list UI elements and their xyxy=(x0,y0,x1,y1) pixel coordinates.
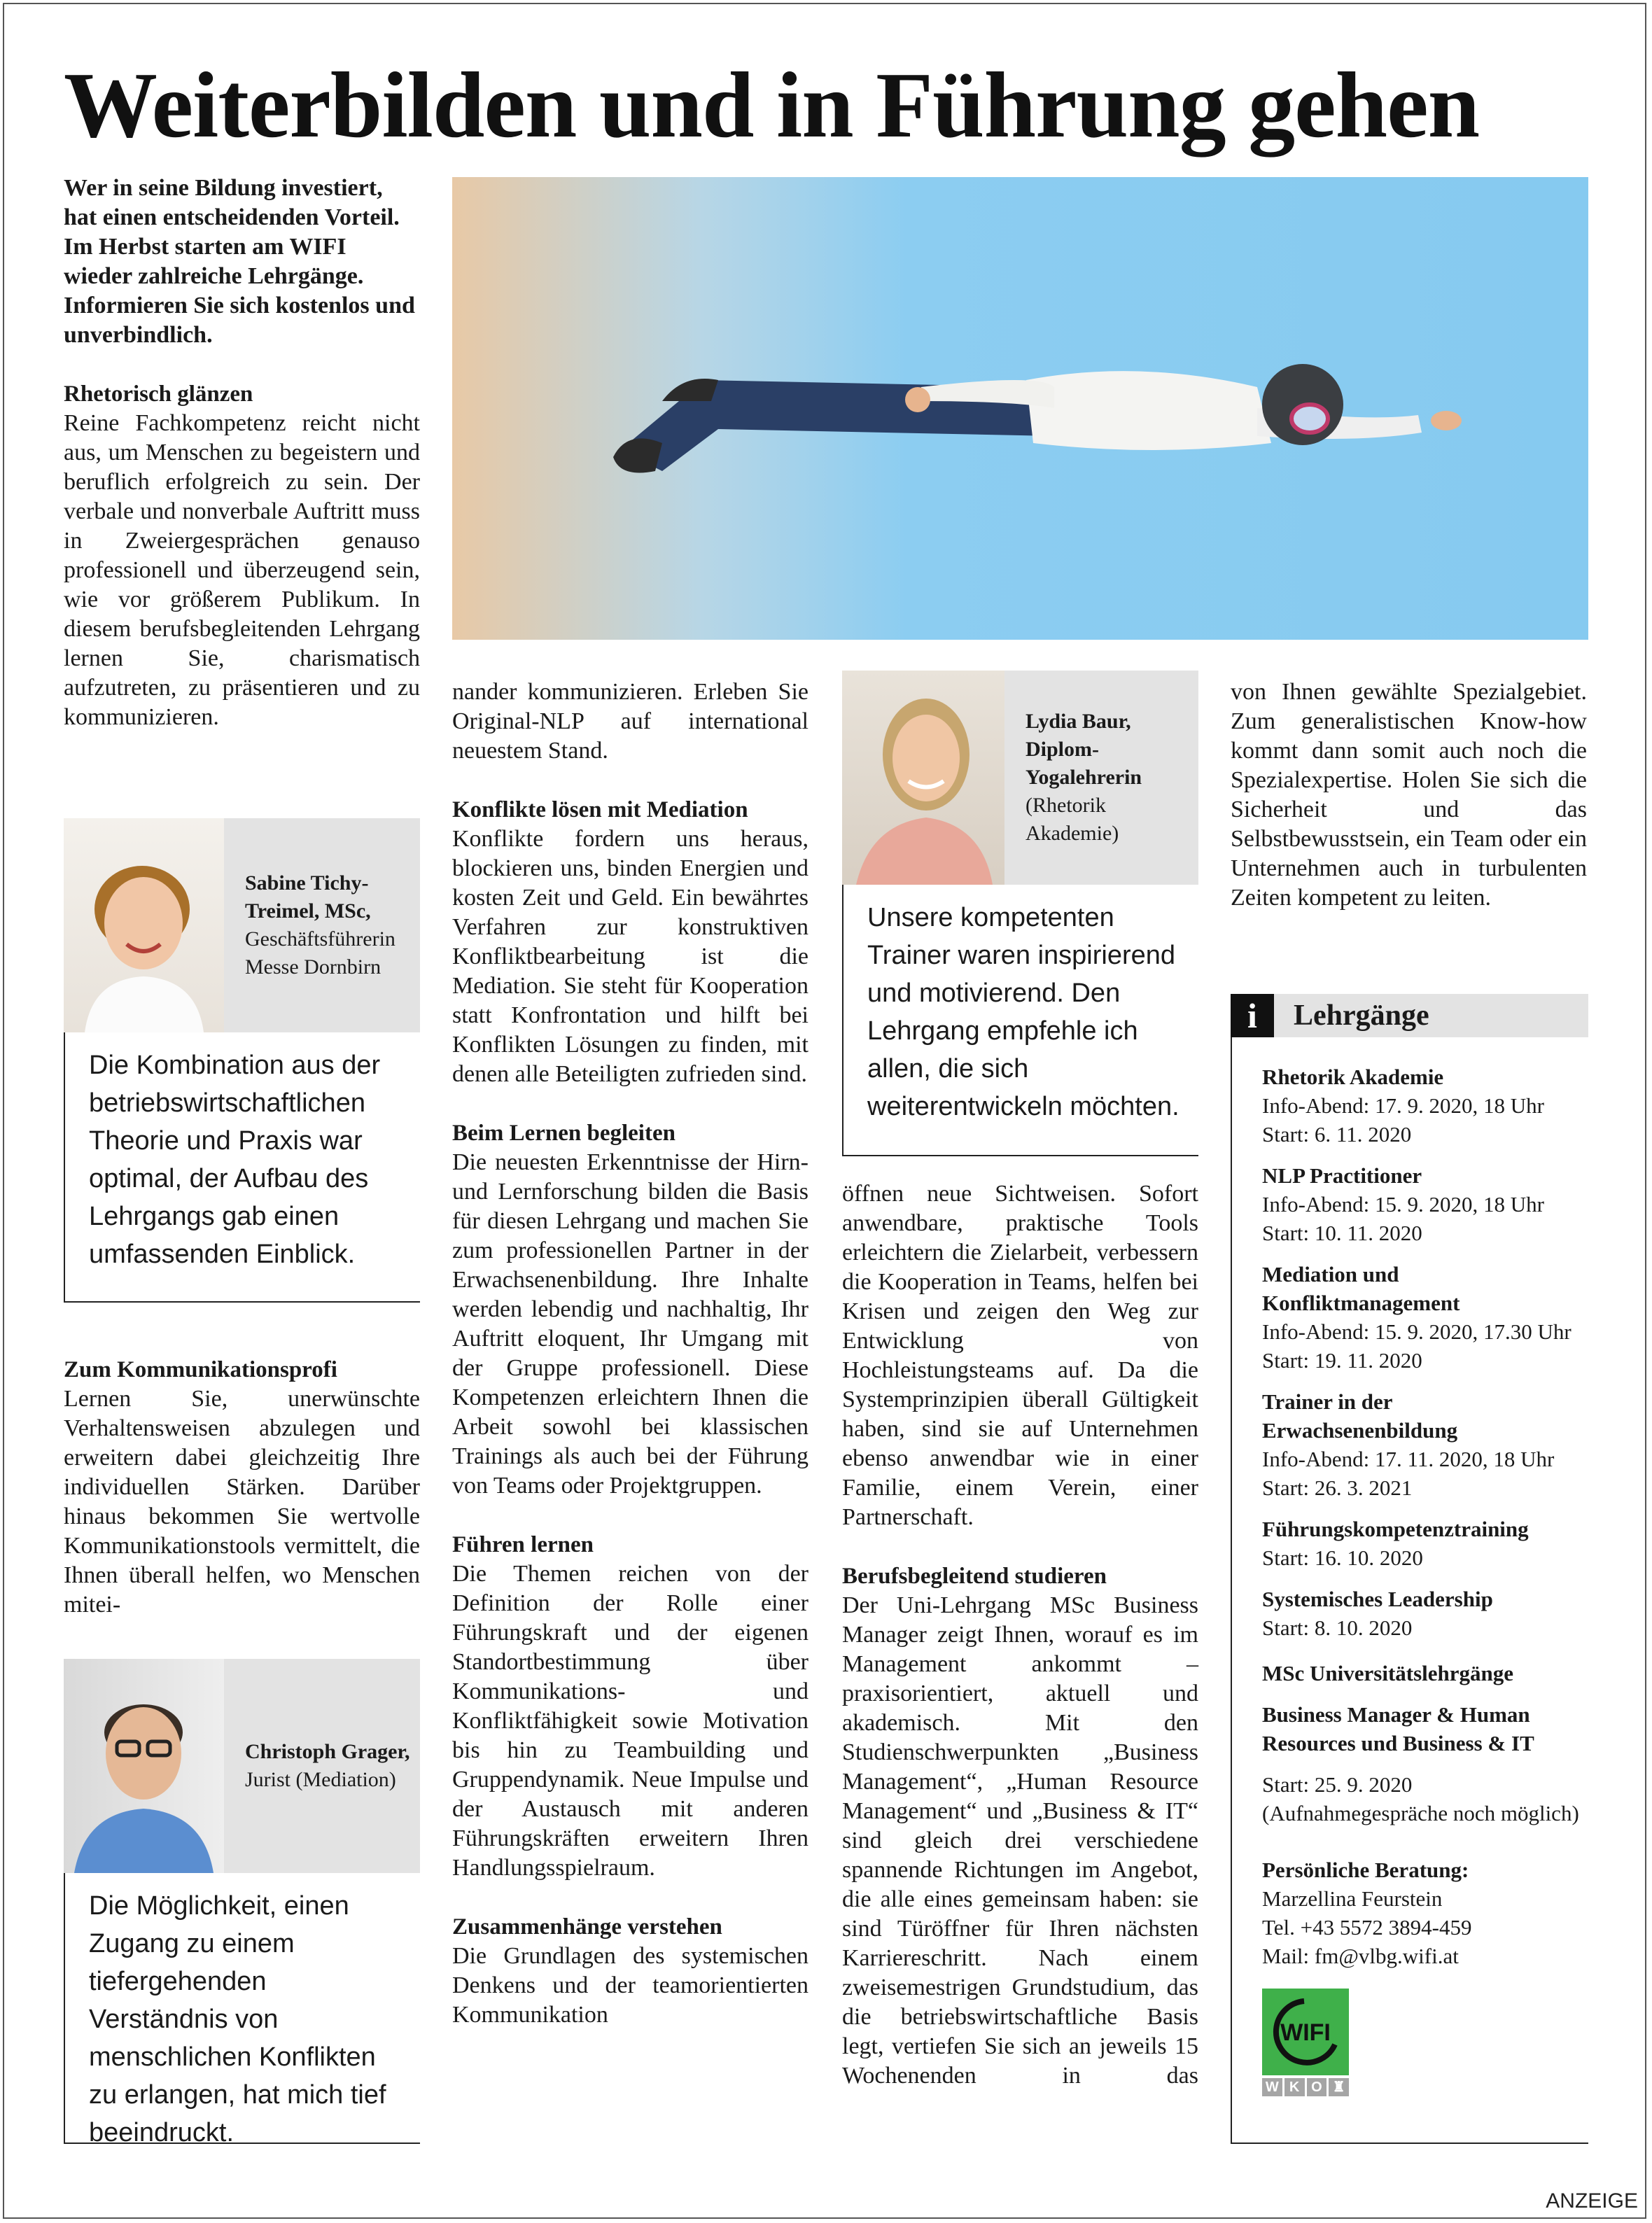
info-icon: i xyxy=(1231,994,1274,1037)
section-heading: Führen lernen xyxy=(452,1532,594,1557)
portrait-photo xyxy=(842,671,1004,885)
caption-box xyxy=(1004,671,1198,885)
course-date: Info-Abend: 15. 9. 2020, 17.30 Uhr xyxy=(1262,1319,1572,1344)
column-1 xyxy=(64,174,420,732)
testimonial-quote: Die Möglichkeit, einen Zugang zu einem tiefergehenden Verständnis von menschlichen Konflikten zu erlangen, hat mich tief beeindruckt. xyxy=(64,1873,420,2144)
portrait-photo xyxy=(64,1659,224,1873)
course-date: Start: 10. 11. 2020 xyxy=(1262,1221,1422,1245)
course-item xyxy=(1262,1515,1588,1572)
section-text: Der Uni-Lehrgang MSc Business Manager zeigt Ihnen, worauf es im Management ankommt – praxisorientiert, aktuell und akademisch. Mit den Studienschwerpunkten „Business Management“, „Human Resource Management“ und „Business & IT“ sind gleich drei verschiedene spannende Richtungen im Angebot, die alle eines gemeinsam haben: sie sind Türöffner für Ihren nächsten Karriereschritt. Nach einem zweisemestrigen Grundstudium, das die betriebswirtschaftliche Basis legt, vertiefen Sie sich an jeweils 15 Wochenenden in das xyxy=(842,1592,1198,2089)
course-title: Mediation und Konfliktmanagement xyxy=(1262,1262,1460,1315)
testimonial-quote: Unsere kompetenten Trainer waren inspirierend und motivierend. Den Lehrgang empfehle ich allen, die sich weiterentwickeln möchten. xyxy=(842,885,1198,1156)
page-title: Weiterbilden und in Führung gehen xyxy=(64,53,1480,157)
section-heading: Beim Lernen begleiten xyxy=(452,1121,676,1146)
msc-start: Start: 25. 9. 2020 (Aufnahmegespräche noch möglich) xyxy=(1262,1772,1579,1825)
hero-image-flying-man xyxy=(452,177,1588,640)
section-text: Die Themen reichen von der Definition der Rolle einer Führungskraft und der eigenen Standortbestimmung über Kommunikations- und Konfliktfähigkeit sowie Motivation bis hin zu Teambuilding und Gruppendynamik. Neue Impulse und der Austausch mit anderen Führungskräften erweitern Ihren Handlungsspielraum. xyxy=(452,1561,808,1881)
course-item xyxy=(1262,1063,1588,1149)
person-role: (Rhetorik Akademie) xyxy=(1026,794,1119,845)
column-2 xyxy=(452,678,808,2030)
info-box-title: Lehrgänge xyxy=(1294,1000,1429,1032)
course-title: Trainer in der Erwachsenenbildung xyxy=(1262,1389,1458,1443)
section-text-continued: öffnen neue Sichtweisen. Sofort anwendbare, praktische Tools erleichtern die Zielarbeit, verbessern die Kooperation in Teams, helfen bei Krisen und zeigen den Weg zur Entwicklung von Hochleistungsteams auf. Da die Systemprinzipien überall Gültigkeit haben, sind sie auf Unternehmen ebenso anwendbar wie in einer Familie, einem Verein, einer Partnerschaft. xyxy=(842,1181,1198,1530)
testimonial-lydia xyxy=(842,671,1198,885)
person-name: Sabine Tichy-Treimel, MSc, xyxy=(245,871,371,923)
column-4 xyxy=(1231,678,1587,913)
section-heading: Zum Kommunikationsprofi xyxy=(64,1357,337,1382)
section-text-continued: nander kommunizieren. Erleben Sie Original-NLP auf international neuestem Stand. xyxy=(452,679,808,764)
section-heading: Konflikte lösen mit Mediation xyxy=(452,797,748,822)
course-title: Führungskompetenztraining xyxy=(1262,1517,1529,1541)
course-item xyxy=(1262,1387,1588,1502)
msc-title: Business Manager & Human Resources und Business & IT xyxy=(1262,1702,1534,1755)
section-text: Konflikte fordern uns heraus, blockieren uns, binden Energien und kosten Zeit und Geld. Ein bewährtes Verfahren zur konstruktiven Konfliktbearbeitung ist die Mediation. Sie steht für Kooperation statt Konfrontation und hilft bei Konflikten Lösungen zu finden, mit denen alle Beteiligten zufrieden sind. xyxy=(452,826,808,1087)
section-text: Lernen Sie, unerwünschte Verhaltensweisen abzulegen und erweitern dabei gleichzeitig Ihre individuellen Stärken. Darüber hinaus bekommen Sie wertvolle Kommunikationstools vermittelt, die Ihnen überall helfen, wo Menschen mitei- xyxy=(64,1386,420,1618)
section-text: Reine Fachkompetenz reicht nicht aus, um Menschen zu begeistern und beruflich erfolgreich zu sein. Der verbale und nonverbale Auftritt muss in Zweiergesprächen genauso professionell und überzeugend sein, wie vor größerem Publikum. In diesem berufsbegleitenden Lehrgang lernen Sie, charismatisch aufzutreten, zu präsentieren und zu kommunizieren. xyxy=(64,410,420,730)
section-heading: Rhetorisch glänzen xyxy=(64,381,253,407)
course-date: Info-Abend: 15. 9. 2020, 18 Uhr xyxy=(1262,1192,1544,1216)
testimonial-quote: Die Kombination aus der betriebswirtschaftlichen Theorie und Praxis war optimal, der Aufbau des Lehrgangs gab einen umfassenden Einblick. xyxy=(64,1032,420,1303)
intro-text: Wer in seine Bildung investiert, hat einen entscheidenden Vorteil. Im Herbst starten am WIFI wieder zahlreiche Lehrgänge. Informieren Sie sich kostenlos und unverbindlich. xyxy=(64,175,415,348)
person-name: Christoph Grager, xyxy=(245,1740,410,1763)
course-date: Start: 26. 3. 2021 xyxy=(1262,1475,1413,1500)
testimonial-sabine xyxy=(64,818,420,1032)
person-name: Lydia Baur, Diplom-Yogalehrerin xyxy=(1026,710,1142,789)
course-date: Info-Abend: 17. 9. 2020, 18 Uhr xyxy=(1262,1093,1544,1118)
wifi-wko-logo xyxy=(1262,1989,1349,2096)
testimonial-christoph xyxy=(64,1659,420,1873)
person-role: Jurist (Mediation) xyxy=(245,1768,396,1791)
course-item xyxy=(1262,1260,1588,1375)
info-box-courses xyxy=(1231,1037,1588,2144)
contact-phone[interactable]: Tel. +43 5572 3894-459 xyxy=(1262,1915,1472,1940)
contact-name: Marzellina Feurstein xyxy=(1262,1886,1443,1911)
advertisement-label: ANZEIGE xyxy=(1546,2189,1638,2213)
logo-letter: W xyxy=(1262,2078,1282,2096)
course-date: Info-Abend: 17. 11. 2020, 18 Uhr xyxy=(1262,1447,1555,1471)
column-3 xyxy=(842,1179,1198,2091)
course-date: Start: 19. 11. 2020 xyxy=(1262,1348,1422,1373)
coat-of-arms-icon: ♜ xyxy=(1329,2078,1349,2096)
course-title: Systemisches Leadership xyxy=(1262,1587,1493,1611)
caption-box xyxy=(224,1659,420,1873)
logo-letter: O xyxy=(1307,2078,1327,2096)
portrait-photo xyxy=(64,818,224,1032)
logo-letter: K xyxy=(1284,2078,1305,2096)
msc-heading: MSc Universitätslehrgänge xyxy=(1262,1661,1514,1685)
column-1-lower xyxy=(64,1355,420,1620)
svg-text:WIFI: WIFI xyxy=(1280,2019,1331,2046)
caption-box xyxy=(224,818,420,1032)
info-box-header xyxy=(1231,994,1588,1037)
course-item xyxy=(1262,1161,1588,1247)
course-item xyxy=(1262,1585,1588,1642)
course-list xyxy=(1262,1063,1588,1642)
section-heading: Zusammenhänge verstehen xyxy=(452,1914,722,1940)
contact-mail[interactable]: Mail: fm@vlbg.wifi.at xyxy=(1262,1944,1459,1968)
section-text-continued: von Ihnen gewählte Spezialgebiet. Zum generalistischen Know-how kommt dann somit auch noch die Spezialexpertise. Holen Sie sich die Sicherheit und das Selbstbewusstsein, ein Team oder ein Unternehmen auch in turbulenten Zeiten kompetent zu leiten. xyxy=(1231,679,1587,911)
course-date: Start: 8. 10. 2020 xyxy=(1262,1615,1413,1640)
person-role: Geschäftsführerin Messe Dornbirn xyxy=(245,927,396,979)
course-date: Start: 16. 10. 2020 xyxy=(1262,1545,1423,1570)
course-title: NLP Practitioner xyxy=(1262,1163,1422,1188)
section-heading: Berufsbegleitend studieren xyxy=(842,1564,1107,1589)
section-text: Die neuesten Erkenntnisse der Hirn- und Lernforschung bilden die Basis für diesen Lehrgang und machen Sie zum professionellen Partner in der Erwachsenenbildung. Ihre Inhalte werden lebendig und nachhaltig, Ihr Auftritt eloquent, Ihr Umgang mit der Gruppe professionell. Diese Kompetenzen erleichtern Ihnen die Arbeit sowohl bei klassischen Trainings als auch bei der Führung von Teams oder Projektgruppen. xyxy=(452,1149,808,1499)
course-title: Rhetorik Akademie xyxy=(1262,1065,1444,1089)
section-text: Die Grundlagen des systemischen Denkens und der teamorientierten Kommunikation xyxy=(452,1943,808,2028)
contact-heading: Persönliche Beratung: xyxy=(1262,1858,1469,1882)
course-date: Start: 6. 11. 2020 xyxy=(1262,1122,1412,1146)
